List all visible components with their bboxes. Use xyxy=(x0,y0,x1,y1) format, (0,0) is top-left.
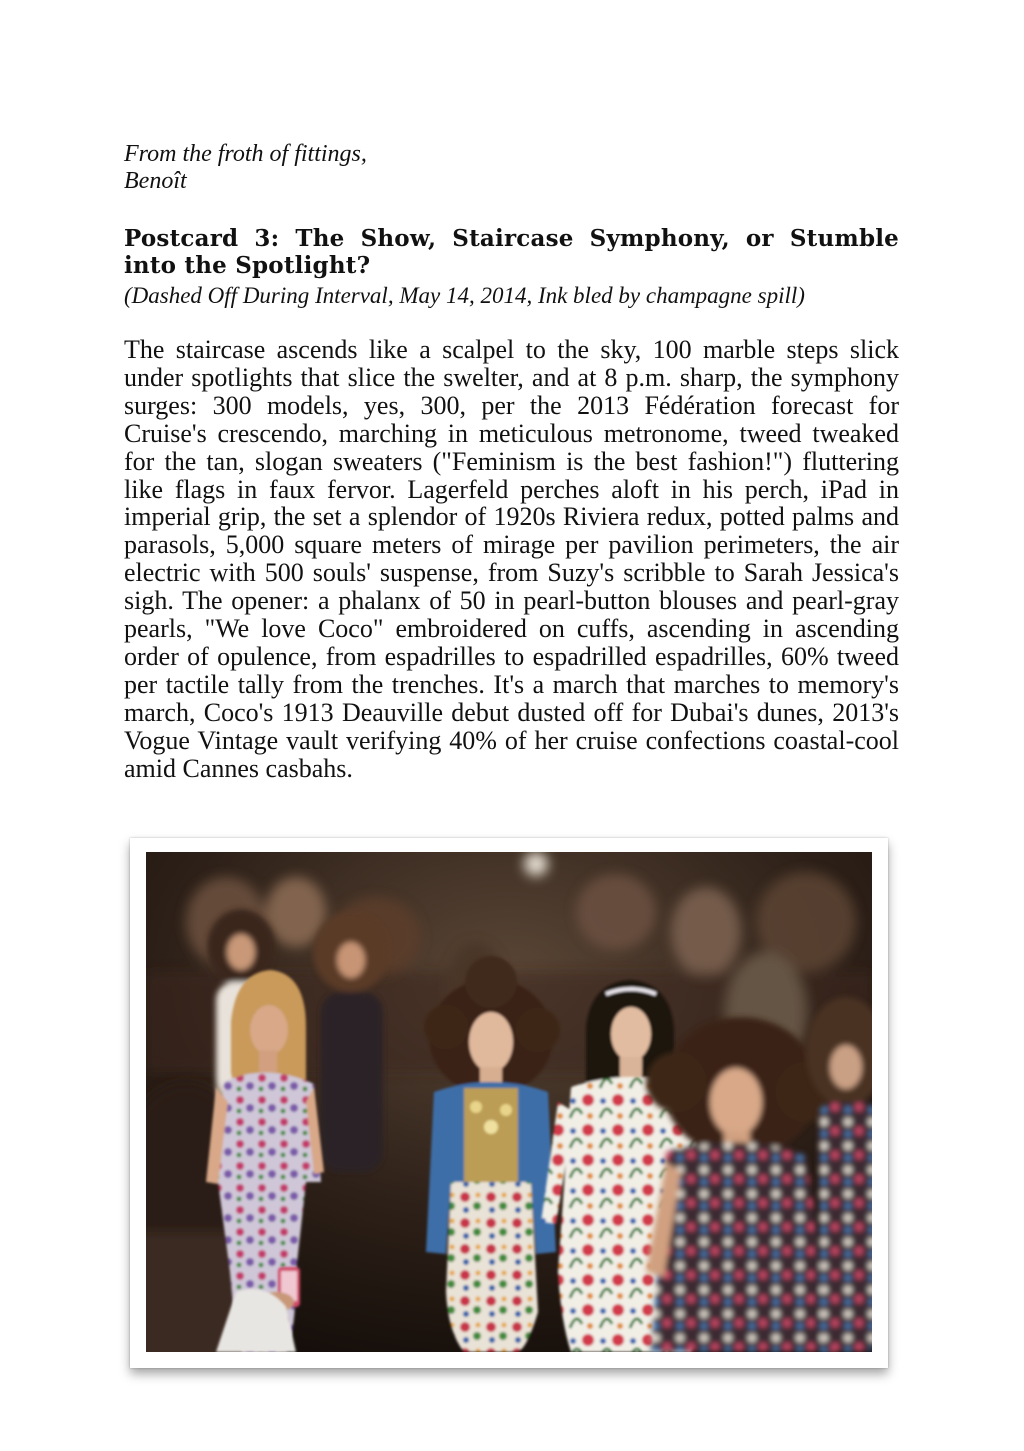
postcard-subtitle: (Dashed Off During Interval, May 14, 2014, Ink bled by champagne spill) xyxy=(124,283,805,308)
runway-photo-illustration xyxy=(146,852,872,1352)
photo-frame xyxy=(130,838,888,1368)
signoff xyxy=(124,141,724,195)
signoff-line: From the froth of fittings, xyxy=(124,141,367,167)
postcard-title: Postcard 3: The Show, Staircase Symphony, or Stumble into the Spotlight? xyxy=(124,225,899,279)
signoff-signature: Benoît xyxy=(124,168,187,194)
runway-photo xyxy=(146,852,872,1352)
model-foreground xyxy=(646,1017,836,1352)
postcard-body: The staircase ascends like a scalpel to the sky, 100 marble steps slick under spotlights that slice the swelter, and at 8 p.m. sharp, the symphony surges: 300 models, yes, 300, per the 2013 Fédération forecast for Cruise's crescendo, marching in meticulous metronome, tweed tweaked for the tan, slogan sweaters ("Feminism is the best fashion!") fluttering like flags in faux fervor. Lagerfeld perches aloft in his perch, iPad in imperial grip, the set a splendor of 1920s Riviera redux, potted palms and parasols, 5,000 square meters of mirage per pavilion perimeters, the air electric with 500 souls' suspense, from Suzy's scribble to Sarah Jessica's sigh. The opener: a phalanx of 50 in pearl-button blouses and pearl-gray pearls, "We love Coco" embroidered on cuffs, ascending in ascending order of opulence, from espadrilles to espadrilled espadrilles, 60% tweed per tactile tally from the trenches. It's a march that marches to memory's march, Coco's 1913 Deauville debut dusted off for Dubai's dunes, 2013's Vogue Vintage vault verifying 40% of her cruise confections coastal-cool amid Cannes casbahs. xyxy=(124,335,899,783)
